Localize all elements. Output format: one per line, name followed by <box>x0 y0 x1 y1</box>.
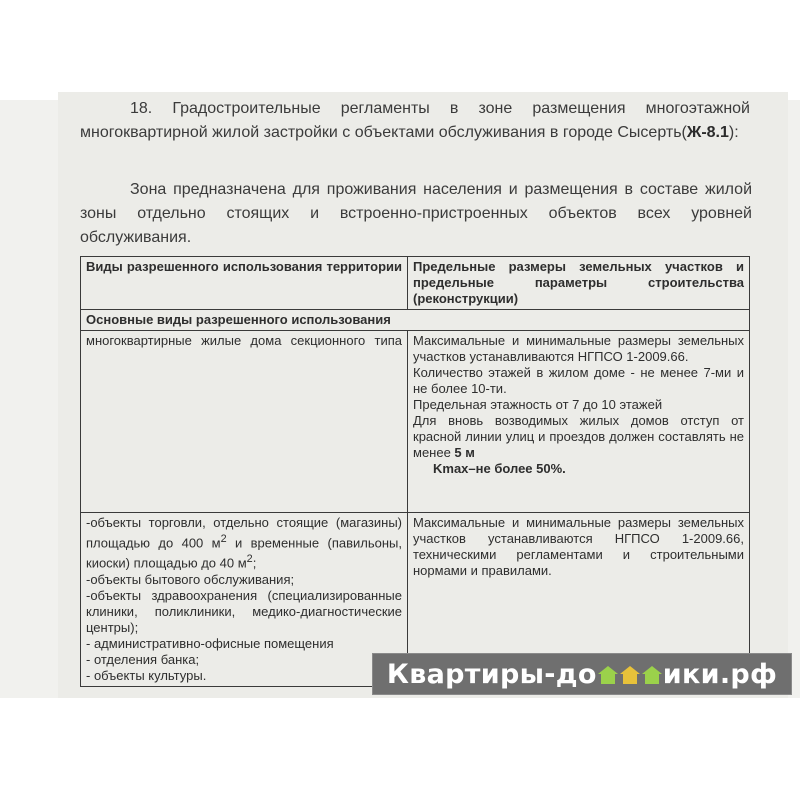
zone-code: Ж-8.1 <box>686 124 729 141</box>
row1-left <box>81 331 408 513</box>
section-heading-suffix: ): <box>728 124 739 141</box>
section-heading <box>80 97 750 145</box>
row2-item-2: -объекты бытового обслуживания; <box>86 571 295 587</box>
row1-text-2: Количество этажей в жилом доме - не менее 7-ми и не более 10-ти. <box>413 365 744 396</box>
row2-item-5: - отделения банка; <box>86 651 200 667</box>
row2-item-1-b: и временные (павильоны, киоски) площадью до 40 м <box>86 535 402 571</box>
table-row <box>81 331 750 513</box>
header-usage-types: Виды разрешенного использования территории <box>81 257 408 310</box>
row1-text-5: Kmax–не более 50%. <box>433 461 566 476</box>
house-icon <box>642 666 662 684</box>
watermark-text-start: Квартиры-до <box>386 659 597 690</box>
watermark-logo <box>372 653 792 695</box>
house-icon <box>598 666 618 684</box>
superscript: 2 <box>246 553 253 566</box>
top-background <box>0 0 800 100</box>
header-limits: Предельные размеры земельных участков и предельные параметры строительства (реконструкции) <box>408 257 750 310</box>
row2-item-1-a: -объекты торговли, отдельно стоящие (магазины) площадью до 400 м <box>86 515 402 551</box>
row2-item-1 <box>86 515 402 572</box>
house-icon <box>620 666 640 684</box>
superscript: 2 <box>220 533 227 545</box>
row1-text-4-main: Для вновь возводимых жилых домов отступ от красной линии улиц и проездов должен составлять не менее <box>413 413 744 460</box>
row2-item-6: - объекты культуры. <box>86 667 207 683</box>
watermark-text-end: ики.рф <box>662 659 778 690</box>
row2-limits: Максимальные и минимальные размеры земельных участков устанавливаются НГПСО 1-2009.66, техническими регламентами и строительными нормами и правилами. <box>413 515 744 578</box>
bottom-background <box>0 698 800 800</box>
row2-left <box>81 513 408 687</box>
section-number: 18. <box>130 100 153 117</box>
row1-text-4 <box>413 413 744 461</box>
section-title: Основные виды разрешенного использования <box>81 310 750 331</box>
section-heading-text: Градостроительные регламенты в зоне размещения многоэтажной многоквартирной жилой застройки с объектами обслуживания в городе Сысерть( <box>80 100 750 141</box>
zone-description: Зона предназначена для проживания населения и размещения в составе жилой зоны отдельно стоящих и встроенно-пристроенных объектов всех уровней обслуживания. <box>80 181 752 246</box>
row1-right <box>408 331 750 513</box>
row1-text-3: Предельная этажность от 7 до 10 этажей <box>413 397 663 412</box>
row2-item-4: - административно-офисные помещения <box>86 635 334 651</box>
row1-usage: многоквартирные жилые дома секционного типа <box>86 333 402 348</box>
row2-item-1-c: ; <box>252 555 257 571</box>
table-header-row <box>81 257 750 310</box>
row1-text-1: Максимальные и минимальные размеры земельных участков устанавливаются НГПСО 1-2009.66. <box>413 333 744 364</box>
regulations-table <box>80 256 750 687</box>
row1-text-4-bold: 5 м <box>454 445 475 460</box>
section-row <box>81 310 750 331</box>
row2-item-3: -объекты здравоохранения (специализированные клиники, поликлиники, медико-диагностические центры); <box>86 587 402 635</box>
